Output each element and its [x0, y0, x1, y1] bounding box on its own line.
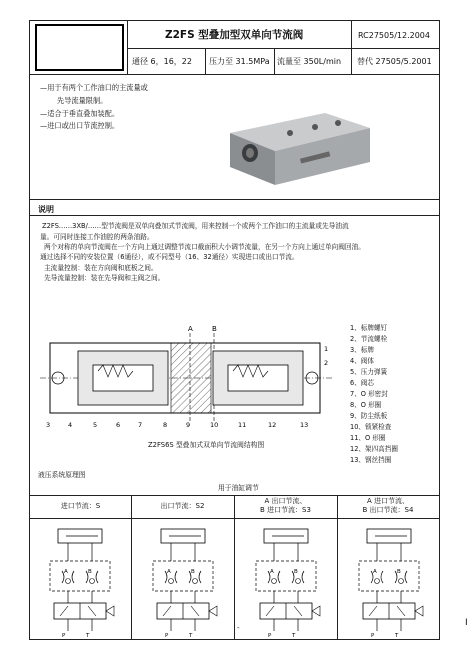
legend-item: 10、锁紧检查: [350, 423, 392, 431]
replaces-note: 替代 27505/5.2001: [357, 57, 432, 66]
feature-line: —进口或出口节流控制。: [40, 121, 120, 130]
port-label: P: [371, 633, 375, 639]
column-header-s: 进口节流：S: [60, 502, 101, 510]
legend-item: 8、O 形圈: [350, 401, 382, 409]
port-label: T: [395, 633, 399, 639]
description-line: 主流量控制：装在方向阀和底板之间。: [44, 264, 158, 272]
callout-label: 3: [46, 421, 51, 429]
port-label: A: [270, 569, 274, 575]
feature-line: —适合于垂直叠加装配。: [40, 109, 120, 118]
callout-label: 1: [324, 345, 329, 353]
callout-label: 10: [210, 421, 219, 429]
callout-label: 11: [238, 421, 247, 429]
callout-label: 6: [116, 421, 121, 429]
max-flow: 流量至 350L/min: [277, 57, 342, 66]
max-pressure: 压力至 31.5MPa: [209, 57, 270, 66]
description-line: 量。可同时连接工作油腔的两条油路。: [40, 233, 154, 241]
hydraulic-heading: 液压系统原理图: [38, 471, 86, 479]
description-line: 先导流量控制：装在先导阀和主阀之间。: [44, 274, 165, 282]
column-header-s2: 出口节流：S2: [160, 502, 205, 510]
description-line: 通过选择不同的安装位置（6通径），或不同型号（16、32通径）实现进口或出口节流。: [40, 253, 299, 261]
port-label: B: [88, 569, 92, 575]
logo-box: [35, 24, 124, 71]
column-header-s3: A 出口节流、 B 进口节流：S3: [260, 497, 311, 514]
hydraulic-schematics: [30, 521, 439, 639]
legend-item: 13、钢丝挡圈: [350, 456, 392, 464]
port-label: B: [397, 569, 401, 575]
port-label: P: [62, 633, 66, 639]
description-line: 两个对称的单向节流阀在一个方向上通过调整节流口截面积大小调节流量，在另一个方向上通过单向阀回油。: [44, 243, 365, 251]
document-code: RC27505/12.2004: [358, 31, 430, 40]
callout-label: 9: [186, 421, 191, 429]
port-b-label: B: [212, 325, 217, 333]
legend-item: 11、O 形圈: [350, 434, 386, 442]
page-mark: -: [237, 624, 240, 632]
port-label: A: [64, 569, 68, 575]
legend-item: 5、压力弹簧: [350, 368, 388, 376]
legend-item: 12、架四高挡圈: [350, 445, 398, 453]
port-label: T: [86, 633, 90, 639]
callout-label: 13: [300, 421, 309, 429]
legend-item: 9、防尘纸板: [350, 412, 388, 420]
port-label: A: [373, 569, 377, 575]
callout-label: 12: [268, 421, 277, 429]
callout-label: 4: [68, 421, 73, 429]
hydraulic-subheading: 用于油缸调节: [218, 484, 259, 492]
legend-item: 6、阀芯: [350, 379, 374, 387]
legend-item: 4、阀体: [350, 357, 374, 365]
port-label: P: [268, 633, 272, 639]
nominal-sizes: 通径 6，16，22: [132, 57, 192, 66]
callout-label: 7: [138, 421, 143, 429]
callout-label: 2: [324, 359, 329, 367]
datasheet-frame: [29, 20, 440, 640]
column-header-s4: A 进口节流、 B 出口节流：S4: [362, 497, 414, 514]
port-label: T: [292, 633, 296, 639]
legend-item: 2、节流螺栓: [350, 335, 388, 343]
port-label: B: [191, 569, 195, 575]
port-label: A: [167, 569, 171, 575]
feature-line: —用于有两个工作油口的主流量或: [40, 83, 148, 92]
feature-line: 先导流量限制。: [57, 96, 108, 105]
cross-section-drawing: [38, 321, 338, 431]
callout-label: 5: [93, 421, 98, 429]
description-heading: 说明: [38, 205, 54, 214]
description-line: Z2FS……3XB/……型节流阀是双单向叠加式节流阀，用来控制一个或两个工作油口的主流量或先导油流: [42, 222, 349, 230]
valve-product-image: [220, 93, 380, 193]
legend-item: 1、标牌螺钉: [350, 324, 388, 332]
callout-label: 8: [163, 421, 168, 429]
port-label: T: [189, 633, 193, 639]
header-table: [30, 21, 439, 75]
edge-mark: I: [465, 618, 468, 628]
diagram-caption: Z2FS6S 型叠加式双单向节流阀结构图: [148, 441, 265, 449]
page-title: Z2FS 型叠加型双单向节流阀: [165, 29, 304, 41]
port-a-label: A: [188, 325, 193, 333]
legend-item: 7、O 形密封: [350, 390, 388, 398]
port-label: B: [294, 569, 298, 575]
legend-item: 3、标牌: [350, 346, 374, 354]
port-label: P: [165, 633, 169, 639]
